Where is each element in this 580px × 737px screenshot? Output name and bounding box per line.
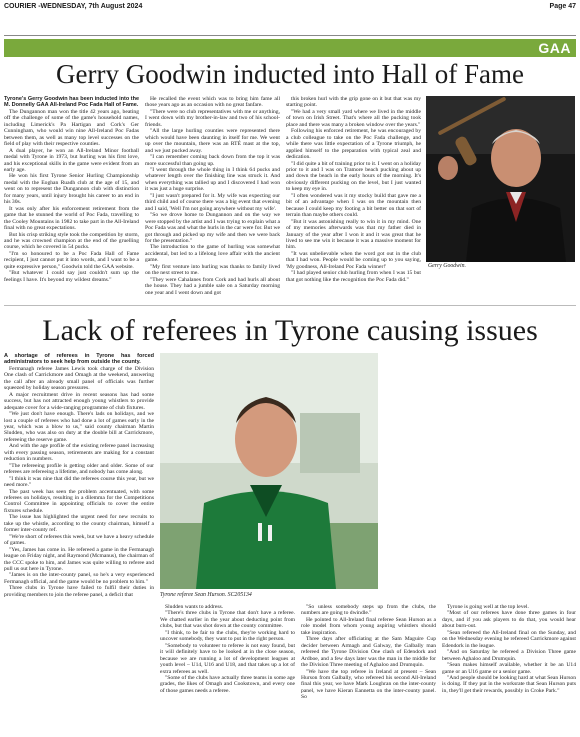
paragraph: "So unless somebody steps up from the clubs, the numbers are going to dwindle."	[301, 604, 436, 617]
page-number: Page 47	[549, 3, 576, 10]
paragraph: He won his first Tyrone Senior Hurling Championship medal with the Eoghan Ruadh club at the age of 15, and went on to represent the Dungannon club with distinction for many years, until injury brought his career to an end in his 30s.	[4, 173, 139, 206]
paragraph: And with the age profile of the existing referee panel increasing with every passing season, retirements are making for a constant reduction in numbers.	[4, 443, 154, 463]
story1-photo-caption: Gerry Goodwin.	[428, 263, 466, 269]
paragraph: "We had a very small yard where we lived in the middle of town on Irish Street. That's where all the pucking took place and there was many a broken window over the years."	[286, 108, 421, 128]
paragraph: "I'm so honoured to be a Poc Fada Hall of Fame recipient, I just cannot put it into words, and I want to be a quite expressive person," Goodwin told the GAA website.	[4, 250, 139, 270]
paragraph: A major recruitment drive in recent seasons has had some success, but has not attracted enough young whistlers to provide adequate cover for a wide-ranging programme of club fixtures.	[4, 391, 154, 411]
sean-hurson-photo	[160, 353, 378, 589]
paragraph: "James is on the inter-county panel, so he's a very experienced Fermanagh official, and the game would be no problem to him."	[4, 572, 154, 585]
paragraph: Following his enforced retirement, he was encouraged by a club colleague to take on the Poc Fada challenge, and while there was little expectation of a Tyrone triumph, he applied himself to the preparation with typical zeal and dedication.	[286, 128, 421, 161]
paragraph: "I went through the whole thing in I think 64 pucks and whatever length over the finishing line was struck it. And when everything was tallied up and I discovered I had won it was just a huge surprise.	[145, 166, 280, 193]
paragraph: A shortage of referees in Tyrone has forced administrators to seek help from outside the county.	[4, 353, 154, 366]
paragraph: "Somebody to volunteer to referee is not easy found, but it will definitely have to be looked at in the close season, because we are running a lot of development leagues at youth level – U14, U16 and U18, and that takes up a lot of extra referees as well.	[160, 642, 295, 675]
story2-column-1	[4, 353, 154, 734]
paragraph: Fermanagh referee James Lewis took charge of the Division One clash of Carrickmore and Omagh at the weekend, answering the call after an already small panel of officials was further squeezed by holiday season pressures.	[4, 365, 154, 392]
paragraph: "I just wasn't prepared for it. My wife was expecting our third child and of course there was a big event that evening and I said, 'Well I'm not going anywhere without my wife'.	[145, 192, 280, 212]
paragraph: It was only after his enforcement retirement from the game that he stunned the world of Poc Fada, travelling to the Cooley Mountains in 1982 to take part in the All-Ireland final with no great expectations.	[4, 205, 139, 232]
paragraph: "It was unbelievable when the word got out in the club that I had won. People would be coming up to you saying, 'My goodness, All-Ireland Poc Fada winner!'	[286, 250, 421, 270]
paragraph: "Most of our referees have done three games in four days, and if you ask players to do that, you would hear about burn-out.	[442, 610, 576, 630]
paragraph: "I did quite a bit of training prior to it. I went on a holiday prior to it and I was on Tramore beach pucking about up and down the beach in the early hours of the morning. It's obviously different pucking on the level, but I just wanted to keep my eye in.	[286, 160, 421, 193]
paragraph: "Sean refereed the All-Ireland final on the Sunday, and on the Wednesday evening he refereed Carrickmore against Edendork in the league.	[442, 629, 576, 649]
paragraph: He pointed to All-Ireland final referee Sean Hurson as a role model from whom young aspiring whistlers should take inspiration.	[301, 616, 436, 636]
story2-column-4	[442, 604, 576, 734]
paragraph: "And people should be looking hard at what Sean Hurson is doing. If they put in the worksrate that Sean Hurson puts in, they'll get their rewards, possibly in Croke Park."	[442, 674, 576, 694]
paragraph: "But it was astonishing really to win it in my mind. One of my memories afterwards was that my father died in January of the year after I won it and it was great that he lived to see me win it because it was a massive moment for him.	[286, 218, 421, 251]
story2-headline: Lack of referees in Tyrone causing issues	[42, 314, 538, 347]
paragraph: "So we drove home to Dungannon and on the way we were stopped by the artist and I was trying to explain what a Poc Fada was and what the hurls in the car were for. But we got through and picked up my wife and then we were back for the presentation."	[145, 212, 280, 244]
story1-column-2	[145, 96, 280, 302]
paragraph: The past week has seen the problem accentuated, with some referees on holidays, resulting in a dilemma for the Competitions Control Committee in appointing officials to cover the entire fixtures schedule.	[4, 488, 154, 514]
story1-column-3	[286, 96, 421, 302]
paragraph: "There were no club representatives with me or anything, I went down with my brother-in-law and two of his school-friends.	[145, 108, 280, 128]
section-banner	[4, 39, 576, 57]
story2-photo-caption: Tyrone referee Sean Hurson. SC205134	[160, 592, 252, 598]
paragraph: "But whatever I could say just couldn't sum up the feelings I have. It's beyond my wildest dreams."	[4, 270, 139, 283]
story2-column-3	[301, 604, 436, 734]
masthead-rule	[4, 35, 576, 36]
paragraph: The introduction to the game of hurling was somewhat accidental, but led to a lifelong love affair with the ancient game.	[145, 244, 280, 264]
paragraph: "There's three clubs in Tyrone that don't have a referee. We chatted earlier in the year about deducting point from clubs, but that was shot down at the county committee.	[160, 610, 295, 630]
paragraph: The issue has highlighted the urgent need for new recruits to take up the whistle, according to the county chairman, himself a former inter-county ref.	[4, 514, 154, 534]
gerry-goodwin-photo	[426, 96, 575, 262]
masthead	[4, 3, 576, 15]
paragraph: "Sean makes himself available, whether it be an U14 game or an U16 game or a senior game.	[442, 662, 576, 675]
masthead-date: COURIER -WEDNESDAY, 7th August 2024	[4, 3, 143, 10]
paragraph: "I think, to be fair to the clubs, they're working hard to uncover somebody, they want to put in the right person.	[160, 629, 295, 643]
paragraph: Three clubs in Tyrone have failed to fulfil their duties in providing members to join the referee panel, a deficit that	[4, 585, 154, 598]
paragraph: Sludden wants to address.	[165, 604, 224, 610]
paragraph: Tyrone's Gerry Goodwin has been inducted into the M. Donnelly GAA All-Ireland Poc Fada Hall of Fame.	[4, 96, 139, 109]
paragraph: He recalled the event which was to bring him fame all those years ago as an occasion with no great fanfare.	[145, 96, 280, 109]
paragraph: "And on Saturday he refereed a Division Three game between Aghaloo and Drumquin.	[442, 649, 576, 662]
paragraph: "My first venture into hurling was thanks to family lived on the next street to me.	[145, 263, 280, 277]
paragraph: "Some of the clubs have actually three teams in some age grades, the likes of Omagh and Cookstown, and every one of those games needs a referee.	[160, 674, 295, 694]
paragraph: The Dungannon man won the title 42 years ago, beating off the challenge of some of the game's household names, including Limerick's Pa Hartigan and Cork's Ger Cunningham, who would win nine All-Ireland Poc Fadas between them, as well as many top level successes on the field of play with their respective counties.	[4, 108, 139, 148]
story1-column-1	[4, 96, 139, 302]
paragraph: "I think it was nine that did the referees course this year, but we need more."	[4, 475, 154, 489]
story1-headline: Gerry Goodwin inducted into Hall of Fame	[56, 59, 524, 89]
paragraph: "They were Cahalanes from Cork and had hurls all about the house. They had a jumble sale on a Saturday morning one year and I went down and got	[145, 276, 280, 296]
paragraph: "I often wondered was it my stocky build that gave me a bit of an advantage when I was on the mountain then because I could keep my footing a bit better on that sort of terrain than maybe others could.	[286, 192, 421, 219]
story2-column-2	[160, 604, 295, 734]
story-divider	[4, 305, 576, 306]
paragraph: "We're short of referees this week, but we have a heavy schedule of games.	[4, 533, 154, 547]
paragraph: "I can remember coming back down from the top it was more successful than going up.	[145, 154, 280, 167]
paragraph: "The refereeing profile is getting older and older. Some of our referees are refereeing a lifetime, and nobody has come along.	[4, 462, 154, 476]
paragraph: Tyrone is going well at the top level.	[447, 604, 529, 610]
paragraph: "I had played senior club hurling from when I was 15 but that got nothing like the recognition the Poc Fada did."	[286, 270, 421, 283]
paragraph: "Yes, James has come in. He refereed a game in the Fermanagh league on Friday night, and Raymond (Mcmanus), the chairman of the CCC spoke to him, and James was quite willing to referee and pull us out here in Tyrone.	[4, 546, 154, 572]
paragraph: "We have the top referee in Ireland at present – Sean Hurson from Galbally, who refereed his second All-Ireland final this year, we have Mark Loughran on the inter-county panel, we have Kieran Eannetta on the inter-county panel. So	[301, 668, 436, 701]
paragraph: "We just don't have enough. There's lads on holidays, and we lost a couple of referees who had done a lot of games early in the year, which was a blow to us," said county chairman Martin Sludden, who was also on duty at the double bill at Carrickmore, refereeing the reserve game.	[4, 411, 154, 443]
paragraph: Three days after officiating at the Sam Maguire Cup decider between Armagh and Galway, the Galbally man refereed the Tyrone Division One clash of Edendork and Ardboe, and a few days later was the man in the middle for the Division Three meeting of Aghaloo and Drumquin.	[301, 636, 436, 669]
paragraph: this broken hurl with the grip gone on it but that was my starting point.	[286, 96, 421, 109]
section-label: GAA	[538, 40, 571, 56]
paragraph: A dual player, he won an All-Ireland Minor football medal with Tyrone in 1973, but hurling was his first love, and his exceptional skills in the game were evident from an early age.	[4, 147, 139, 173]
paragraph: But his crisp striking style took the competition by storm, and he was crowned champion at the end of the gruelling course, which he covered in 54 pucks.	[4, 231, 139, 251]
paragraph: "All the large hurling counties were represented there which would have been daunting in itself for me. We went up over the mountain, there was an RTÉ mast at the top, and we just pucked away.	[145, 128, 280, 154]
